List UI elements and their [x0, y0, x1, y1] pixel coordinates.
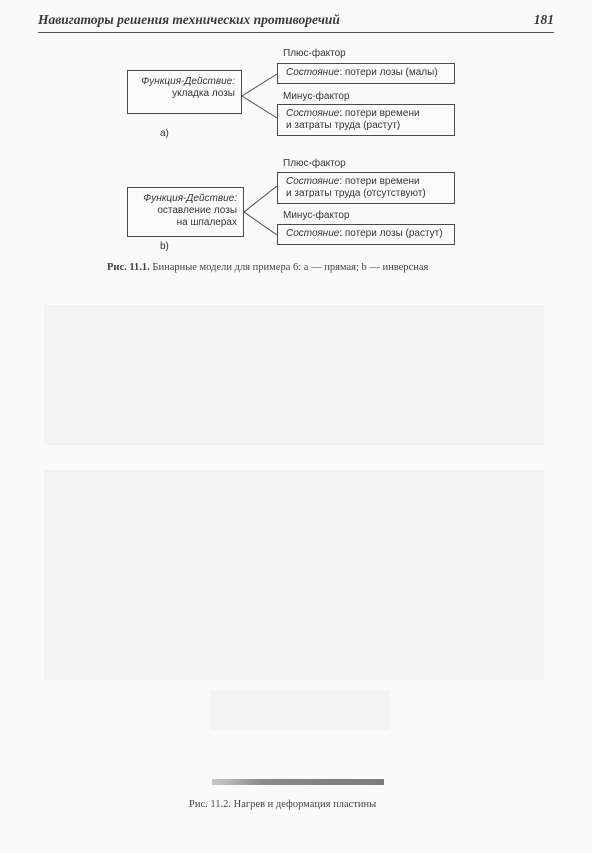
- connector-a-plus: [242, 74, 277, 96]
- caption-text: Бинарные модели для примера 6: а — прямая; b — инверсная: [149, 262, 429, 273]
- state-label: Состояние: [286, 108, 340, 119]
- bleed-through-texture: [44, 470, 544, 680]
- connector-b-minus: [244, 212, 277, 235]
- state-text-line2: и затраты труда (отсутствуют): [286, 188, 426, 199]
- function-line1-b: оставление лозы: [157, 205, 237, 216]
- function-value-a: укладка лозы: [172, 88, 235, 99]
- state-label: Состояние: [286, 176, 340, 187]
- bleed-through-texture: [44, 305, 544, 445]
- minus-state-box-a: [277, 104, 455, 136]
- state-text: : потери лозы (малы): [339, 67, 438, 78]
- page-number: 181: [533, 12, 554, 27]
- minus-state-box-b: [277, 224, 455, 245]
- function-box-a: [127, 70, 242, 114]
- state-label: Состояние: [286, 228, 340, 239]
- function-line2-b: на шпалерах: [176, 217, 237, 228]
- minus-factor-label-a: Минус-фактор: [283, 91, 350, 102]
- subfigure-label-b: b): [160, 241, 169, 252]
- function-box-b: [127, 187, 244, 237]
- caption-prefix: Рис. 11.1.: [107, 262, 150, 273]
- plus-factor-label-b: Плюс-фактор: [283, 158, 346, 169]
- state-text: : потери времени: [339, 108, 420, 119]
- plate-illustration: [212, 779, 384, 785]
- caption-prefix: Рис. 11.2.: [189, 799, 231, 810]
- running-title: Навигаторы решения технических противоречий: [38, 12, 340, 27]
- figure-caption-1: [107, 262, 428, 273]
- plus-factor-label-a: Плюс-фактор: [283, 48, 346, 59]
- plus-state-box-b: [277, 172, 455, 204]
- figure-caption-2: [189, 799, 376, 810]
- subfigure-label-a: a): [160, 128, 169, 139]
- bleed-through-texture: [210, 690, 390, 730]
- state-text: : потери времени: [339, 176, 420, 187]
- state-text: : потери лозы (растут): [339, 228, 443, 239]
- state-text-line2: и затраты труда (растут): [286, 120, 401, 131]
- minus-factor-label-b: Минус-фактор: [283, 210, 350, 221]
- function-label-a: Функция-Действие:: [141, 76, 235, 87]
- caption-text: Нагрев и деформация пластины: [230, 799, 377, 810]
- state-label: Состояние: [286, 67, 340, 78]
- function-label-b: Функция-Действие:: [143, 193, 237, 204]
- connector-a-minus: [242, 96, 277, 118]
- plus-state-box-a: [277, 63, 455, 84]
- connector-b-plus: [244, 186, 277, 212]
